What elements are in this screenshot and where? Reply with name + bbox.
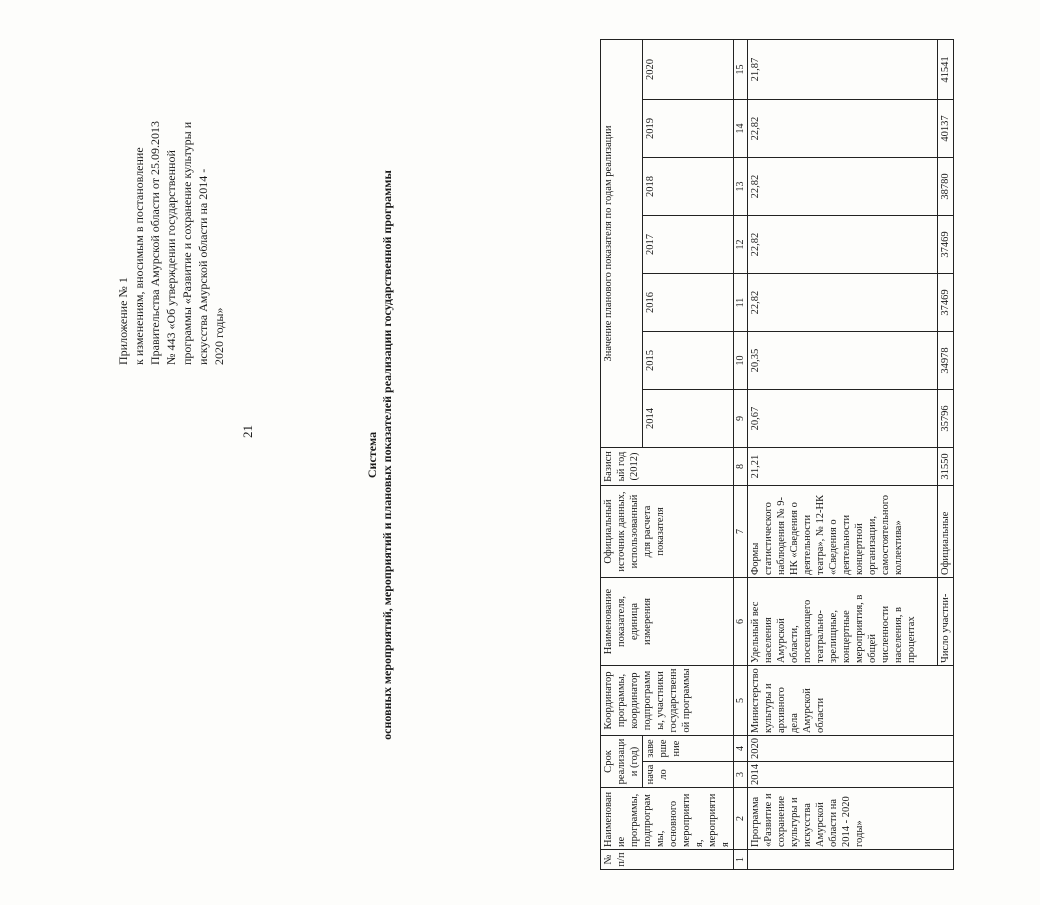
plan-value: 22,82 [748,216,938,274]
plan-value: 22,82 [748,100,938,158]
program-name: Программа «Развитие и сохранение культуры и искусства Амурской области на 2014 - 2020 годы» [748,788,954,850]
appendix-line: Правительства Амурской области от 25.09.2013 [148,121,162,365]
data-source: Формы статистического наблюдения № 9-НК «Сведения о деятельности театра», № 12-НК «Сведения о деятельности концертной организации, самостоятельного коллектива» [748,486,938,578]
col-number: 11 [734,274,748,332]
plan-value: 40137 [938,100,954,158]
col-number: 4 [734,736,748,762]
header-year: 2015 [643,332,734,390]
plan-value: 22,82 [748,274,938,332]
col-number: 7 [734,486,748,578]
header-indicator: Наименование показателя, единица измерения [601,578,734,666]
document-page [116,40,1040,870]
header-term-start: начало [643,762,734,788]
header-year: 2016 [643,274,734,332]
col-number: 1 [734,850,748,870]
col-number: 3 [734,762,748,788]
indicator-name: Удельный вес населения Амурской области, посещающего театрально-зрелищные, концертные мероприятия, в общей численности населения, в процентах [748,578,938,666]
plan-value: 20,67 [748,390,938,448]
base-value: 21,21 [748,448,938,486]
header-num: № п/п [601,850,734,870]
header-year: 2020 [643,40,734,100]
appendix-line: Приложение № 1 [116,277,130,365]
indicators-table [600,39,954,870]
col-number: 8 [734,448,748,486]
plan-value: 22,82 [748,158,938,216]
term-end: 2020 [748,736,954,762]
plan-value: 20,35 [748,332,938,390]
header-year: 2018 [643,158,734,216]
appendix-line: искусства Амурской области на 2014 - [196,168,210,365]
header-name: Наименование программы, подпрограммы, основного мероприятия, мероприятия [601,788,734,850]
col-number: 13 [734,158,748,216]
appendix-line: № 443 «Об утверждении государственной [164,150,178,365]
appendix-line: 2020 годы» [212,307,226,365]
plan-value: 21,87 [748,40,938,100]
header-plan: Значение планового показателя по годам реализации [601,40,643,448]
col-number: 2 [734,788,748,850]
appendix-line: к изменениям, вносимым в постановление [132,147,146,365]
indicator-name: Число участни- [938,578,954,666]
col-number: 12 [734,216,748,274]
appendix-block [115,35,227,365]
coordinator: Министерство культуры и архивного дела Амурской области [748,666,954,736]
col-number: 14 [734,100,748,158]
header-base: Базисный год (2012) [601,448,734,486]
header-year: 2019 [643,100,734,158]
header-year: 2014 [643,390,734,448]
col-number: 9 [734,390,748,448]
col-number: 5 [734,666,748,736]
plan-value: 37469 [938,274,954,332]
header-year: 2017 [643,216,734,274]
appendix-line: программы «Развитие и сохранение культуры и [180,121,194,365]
title-line: Система [365,431,379,479]
term-start: 2014 [748,762,954,788]
row-num [748,850,954,870]
title-line: основных мероприятий, мероприятий и плановых показателей реализации государственной программы [380,170,394,740]
plan-value: 35796 [938,390,954,448]
header-term-end: завершение [643,736,734,762]
plan-value: 37469 [938,216,954,274]
base-value: 31550 [938,448,954,486]
col-number: 6 [734,578,748,666]
plan-value: 38780 [938,158,954,216]
document-title [365,40,395,870]
header-term: Срок реализации (год) [601,736,643,788]
col-number: 15 [734,40,748,100]
plan-value: 41541 [938,40,954,100]
col-number: 10 [734,332,748,390]
header-coordinator: Координатор программы, координатор подпрограммы, участники государственной программы [601,666,734,736]
page-number: 21 [240,425,255,438]
header-source: Официальный источник данных, использованный для расчета показателя [601,486,734,578]
data-source: Официальные [938,486,954,578]
plan-value: 34978 [938,332,954,390]
